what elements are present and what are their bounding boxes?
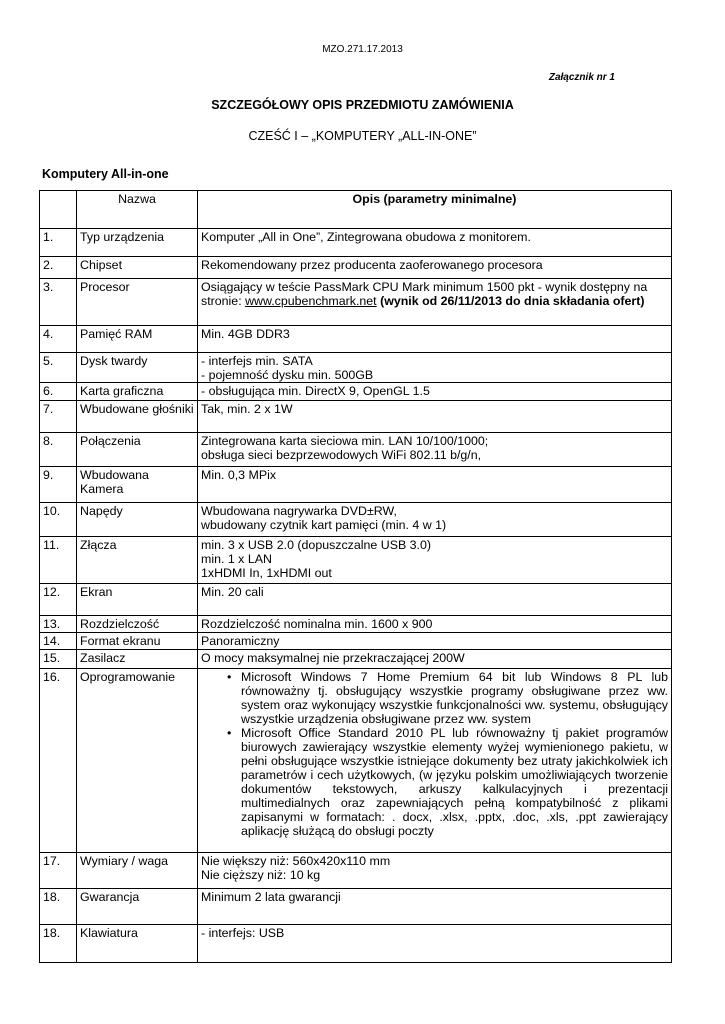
row-number: 12. — [40, 584, 77, 616]
row-number: 9. — [40, 467, 77, 503]
row-number: 13. — [40, 616, 77, 633]
table-row — [40, 401, 672, 433]
row-name: Gwarancja — [77, 889, 198, 925]
row-number: 5. — [40, 353, 77, 383]
table-row — [40, 584, 672, 616]
row-description: Nie większy niż: 560x420x110 mm Nie cięższy niż: 10 kg — [198, 853, 672, 889]
row-name: Wymiary / waga — [77, 853, 198, 889]
row-number: 18. — [40, 889, 77, 925]
row-description: Min. 20 cali — [198, 584, 672, 616]
row-number: 11. — [40, 537, 77, 584]
row-description: Rozdzielczość nominalna min. 1600 x 900 — [198, 616, 672, 633]
row-description: Komputer „All in One”, Zintegrowana obudowa z monitorem. — [198, 229, 672, 257]
row-description: Minimum 2 lata gwarancji — [198, 889, 672, 925]
row-name: Typ urządzenia — [77, 229, 198, 257]
table-row — [40, 279, 672, 326]
row-number: 6. — [40, 383, 77, 401]
row-number: 3. — [40, 279, 77, 326]
row-number: 18. — [40, 925, 77, 963]
row-number: 16. — [40, 669, 77, 853]
document-title: SZCZEGÓŁOWY OPIS PRZEDMIOTU ZAMÓWIENIA — [211, 98, 514, 112]
table-row — [40, 537, 672, 584]
table-row — [40, 433, 672, 467]
row-number: 10. — [40, 503, 77, 537]
row-number: 2. — [40, 257, 77, 279]
document-subtitle: CZEŚĆ I – „KOMPUTERY „ALL-IN-ONE” — [248, 129, 477, 143]
header-num-cell — [40, 191, 77, 229]
list-item: • Microsoft Office Standard 2010 PL lub równoważny tj pakiet programów biurowych zawierający wszystkie elementy wyżej wymienionego pakietu, w pełni obsługujące wszystkie istniejące dokumenty bez utraty jakichkolwiek ich parametrów i cech użytkowych, (w języku polskim umożliwiających tworzenie dokumentów tekstowych, arkuszy kalkulacyjnych i prezentacji multimedialnych oraz zapewniających pełną kompatybilność z plikami zapisanymi w formatach: . docx, .xlsx, .pptx, .doc, .xls, .ppt zawierający aplikację służącą do obsługi poczty — [241, 726, 668, 838]
attachment-label: Załącznik nr 1 — [548, 72, 615, 83]
row-description: Wbudowana nagrywarka DVD±RW, wbudowany czytnik kart pamięci (min. 4 w 1) — [198, 503, 672, 537]
row-description: - interfejs min. SATA - pojemność dysku min. 500GB — [198, 353, 672, 383]
table-row — [40, 383, 672, 401]
row-name: Procesor — [77, 279, 198, 326]
row-description: Osiągający w teście PassMark CPU Mark minimum 1500 pkt - wynik dostępny na stronie: www.cpubenchmark.net (wynik od 26/11/2013 do dnia składania ofert) — [198, 279, 672, 326]
row-description: Panoramiczny — [198, 633, 672, 650]
row-name: Klawiatura — [77, 925, 198, 963]
cpubenchmark-link[interactable]: www.cpubenchmark.net — [245, 294, 377, 308]
row-name: Chipset — [77, 257, 198, 279]
header-name-cell: Nazwa — [77, 191, 198, 229]
row-name: Wbudowana Kamera — [77, 467, 198, 503]
row-description: Rekomendowany przez producenta zaoferowanego procesora — [198, 257, 672, 279]
table-row — [40, 503, 672, 537]
table-row — [40, 853, 672, 889]
table-row — [40, 925, 672, 963]
row-description: Min. 4GB DDR3 — [198, 326, 672, 353]
table-row — [40, 229, 672, 257]
row-description: Zintegrowana karta sieciowa min. LAN 10/100/1000; obsługa sieci bezprzewodowych WiFi 802.11 b/g/n, — [198, 433, 672, 467]
row-number: 4. — [40, 326, 77, 353]
row-name: Rozdzielczość — [77, 616, 198, 633]
header-description-cell: Opis (parametry minimalne) — [198, 191, 672, 229]
row-number: 15. — [40, 650, 77, 669]
table-row — [40, 633, 672, 650]
row-number: 8. — [40, 433, 77, 467]
table-row — [40, 257, 672, 279]
row-name: Ekran — [77, 584, 198, 616]
row-description: min. 3 x USB 2.0 (dopuszczalne USB 3.0) min. 1 x LAN 1xHDMI In, 1xHDMI out — [198, 537, 672, 584]
section-heading: Komputery All-in-one — [42, 167, 169, 181]
row-description: Tak, min. 2 x 1W — [198, 401, 672, 433]
document-reference: MZO.271.17.2013 — [322, 44, 403, 55]
table-row — [40, 326, 672, 353]
row-number: 1. — [40, 229, 77, 257]
row-name: Napędy — [77, 503, 198, 537]
row-name: Oprogramowanie — [77, 669, 198, 853]
row-number: 7. — [40, 401, 77, 433]
row-description: Min. 0,3 MPix — [198, 467, 672, 503]
row-name: Format ekranu — [77, 633, 198, 650]
row-name: Złącza — [77, 537, 198, 584]
row-number: 14. — [40, 633, 77, 650]
software-bullet-list — [201, 670, 668, 838]
row-description: - obsługująca min. DirectX 9, OpenGL 1.5 — [198, 383, 672, 401]
row-name: Karta graficzna — [77, 383, 198, 401]
table-row — [40, 616, 672, 633]
row-name: Zasilacz — [77, 650, 198, 669]
table-header-row — [40, 191, 672, 229]
row-description — [198, 669, 672, 853]
table-row — [40, 889, 672, 925]
row-name: Pamięć RAM — [77, 326, 198, 353]
row-description: O mocy maksymalnej nie przekraczającej 200W — [198, 650, 672, 669]
table-row — [40, 353, 672, 383]
list-item: • Microsoft Windows 7 Home Premium 64 bit lub Windows 8 PL lub równoważny tj. obsługujący wszystkie programy obsługiwane przez ww. system oraz wykonujący wszystkie funkcjonalności ww. systemu, obsługujący wszystkie urządzenia obsługiwane przez ww. system — [241, 670, 668, 726]
row-description: - interfejs: USB — [198, 925, 672, 963]
row-number: 17. — [40, 853, 77, 889]
table-row — [40, 669, 672, 853]
table-row — [40, 467, 672, 503]
row-name: Dysk twardy — [77, 353, 198, 383]
row-name: Wbudowane głośniki — [77, 401, 198, 433]
row-name: Połączenia — [77, 433, 198, 467]
table-row — [40, 650, 672, 669]
specification-table — [39, 190, 672, 963]
